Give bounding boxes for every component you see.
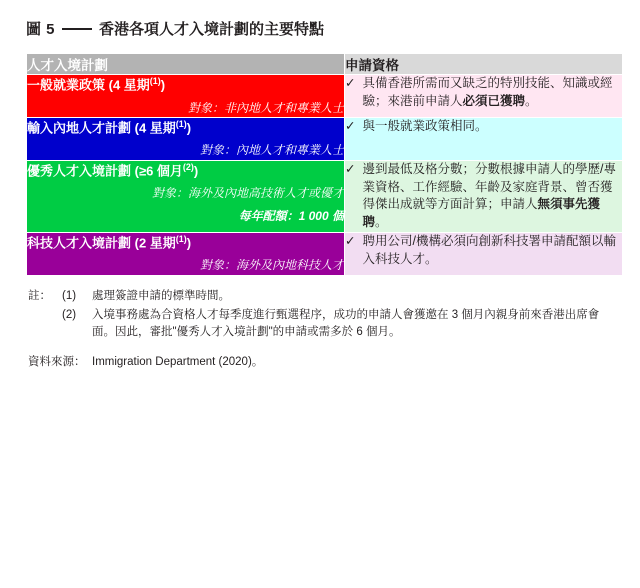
scheme-name xyxy=(27,75,344,95)
column-header-eligibility: 申請資格 xyxy=(345,54,623,75)
scheme-name xyxy=(27,118,344,138)
check-icon: ✓ xyxy=(345,161,356,176)
check-icon: ✓ xyxy=(345,76,356,90)
scheme-target: 對象：海外及內地科技人才 xyxy=(199,258,344,273)
scheme-name xyxy=(27,161,344,181)
eligibility-text-post: 。 xyxy=(525,93,538,108)
table-row xyxy=(27,117,623,160)
footnotes xyxy=(28,288,618,342)
footnote-number: (2) xyxy=(62,308,77,321)
scheme-name-tail: ) xyxy=(186,235,192,251)
footnote-text: 入境事務處為合資格人才每季度進行甄選程序，成功的申請人會獲邀在 3 個月內親身前來香港出席會面。因此，審批"優秀人才入境計劃"的申請或需多於 6 個月。 xyxy=(92,308,600,339)
footnote-number: (1) xyxy=(62,289,77,302)
footnote-item xyxy=(28,288,618,305)
scheme-name-text: 一般就業政策 (4 星期 xyxy=(27,77,150,93)
check-icon: ✓ xyxy=(345,233,356,248)
source-text: Immigration Department (2020)。 xyxy=(92,356,264,369)
eligibility-cell xyxy=(345,75,623,118)
eligibility-cell xyxy=(345,232,623,275)
scheme-footnote-marker: (2) xyxy=(182,161,194,172)
scheme-cell xyxy=(27,75,345,118)
figure-title-row xyxy=(26,18,618,39)
table-row xyxy=(27,160,623,232)
scheme-cell xyxy=(27,160,345,232)
scheme-cell xyxy=(27,117,345,160)
eligibility-text-pre: 與一般就業政策相同。 xyxy=(362,118,488,133)
table-row xyxy=(27,75,623,118)
eligibility-text xyxy=(362,118,622,136)
check-icon: ✓ xyxy=(345,118,356,133)
eligibility-cell xyxy=(345,160,623,232)
source-label: 資料來源： xyxy=(28,356,86,369)
eligibility-text xyxy=(362,161,622,232)
eligibility-text-post: 。 xyxy=(375,215,388,230)
eligibility-text xyxy=(362,233,622,269)
eligibility-text-pre: 聘用公司/機構必須向創新科技署申請配額以輸入科技人才。 xyxy=(362,233,616,266)
scheme-footnote-marker: (1) xyxy=(175,233,187,244)
source-line xyxy=(28,353,618,369)
scheme-cell xyxy=(27,232,345,275)
eligibility-text xyxy=(362,75,622,111)
scheme-footnote-marker: (1) xyxy=(149,76,161,86)
footnote-text: 處理簽證申請的標準時間。 xyxy=(92,289,230,302)
eligibility-cell xyxy=(345,117,623,160)
eligibility-text-pre: 邊到最低及格分數；分數根據申請人的學歷/專業資格、工作經驗、年齡及家庭背景、曾否獲得傑出成就等方面計算；申請人 xyxy=(362,161,616,212)
scheme-footnote-marker: (1) xyxy=(175,118,187,129)
scheme-name-tail: ) xyxy=(186,120,192,136)
eligibility-text-emphasis: 無須事先獲聘 xyxy=(362,197,601,230)
title-rule-icon xyxy=(62,28,92,30)
scheme-name-tail: ) xyxy=(193,163,199,179)
eligibility-text-pre: 具備香港所需而又缺乏的特別技能、知識或經驗；來港前申請人 xyxy=(362,76,613,108)
scheme-quota: 每年配額：1 000 個 xyxy=(238,208,344,223)
schemes-table xyxy=(26,53,623,276)
figure-label: 圖 5 xyxy=(26,21,56,38)
table-row xyxy=(27,232,623,275)
eligibility-text-emphasis: 必須已獲聘 xyxy=(462,93,526,108)
scheme-target: 對象：海外及內地高技術人才或優才 xyxy=(151,186,344,201)
page-title: 香港各項人才入境計劃的主要特點 xyxy=(99,21,325,38)
column-header-scheme: 人才入境計劃 xyxy=(27,54,345,75)
footnote-spacer xyxy=(28,307,62,342)
scheme-name-tail: ) xyxy=(160,77,166,93)
footnote-item xyxy=(28,307,618,342)
scheme-name-text: 優秀人才入境計劃 (≥6 個月 xyxy=(27,163,183,179)
scheme-name-text: 輸入內地人才計劃 (4 星期 xyxy=(27,120,176,136)
footnotes-label: 註： xyxy=(28,289,51,302)
scheme-name-text: 科技人才入境計劃 (2 星期 xyxy=(27,235,176,251)
scheme-name xyxy=(27,233,344,253)
scheme-target: 對象：內地人才和專業人士 xyxy=(199,143,344,158)
table-header-row xyxy=(27,54,623,75)
scheme-target: 對象：非內地人才和專業人士 xyxy=(187,100,344,115)
